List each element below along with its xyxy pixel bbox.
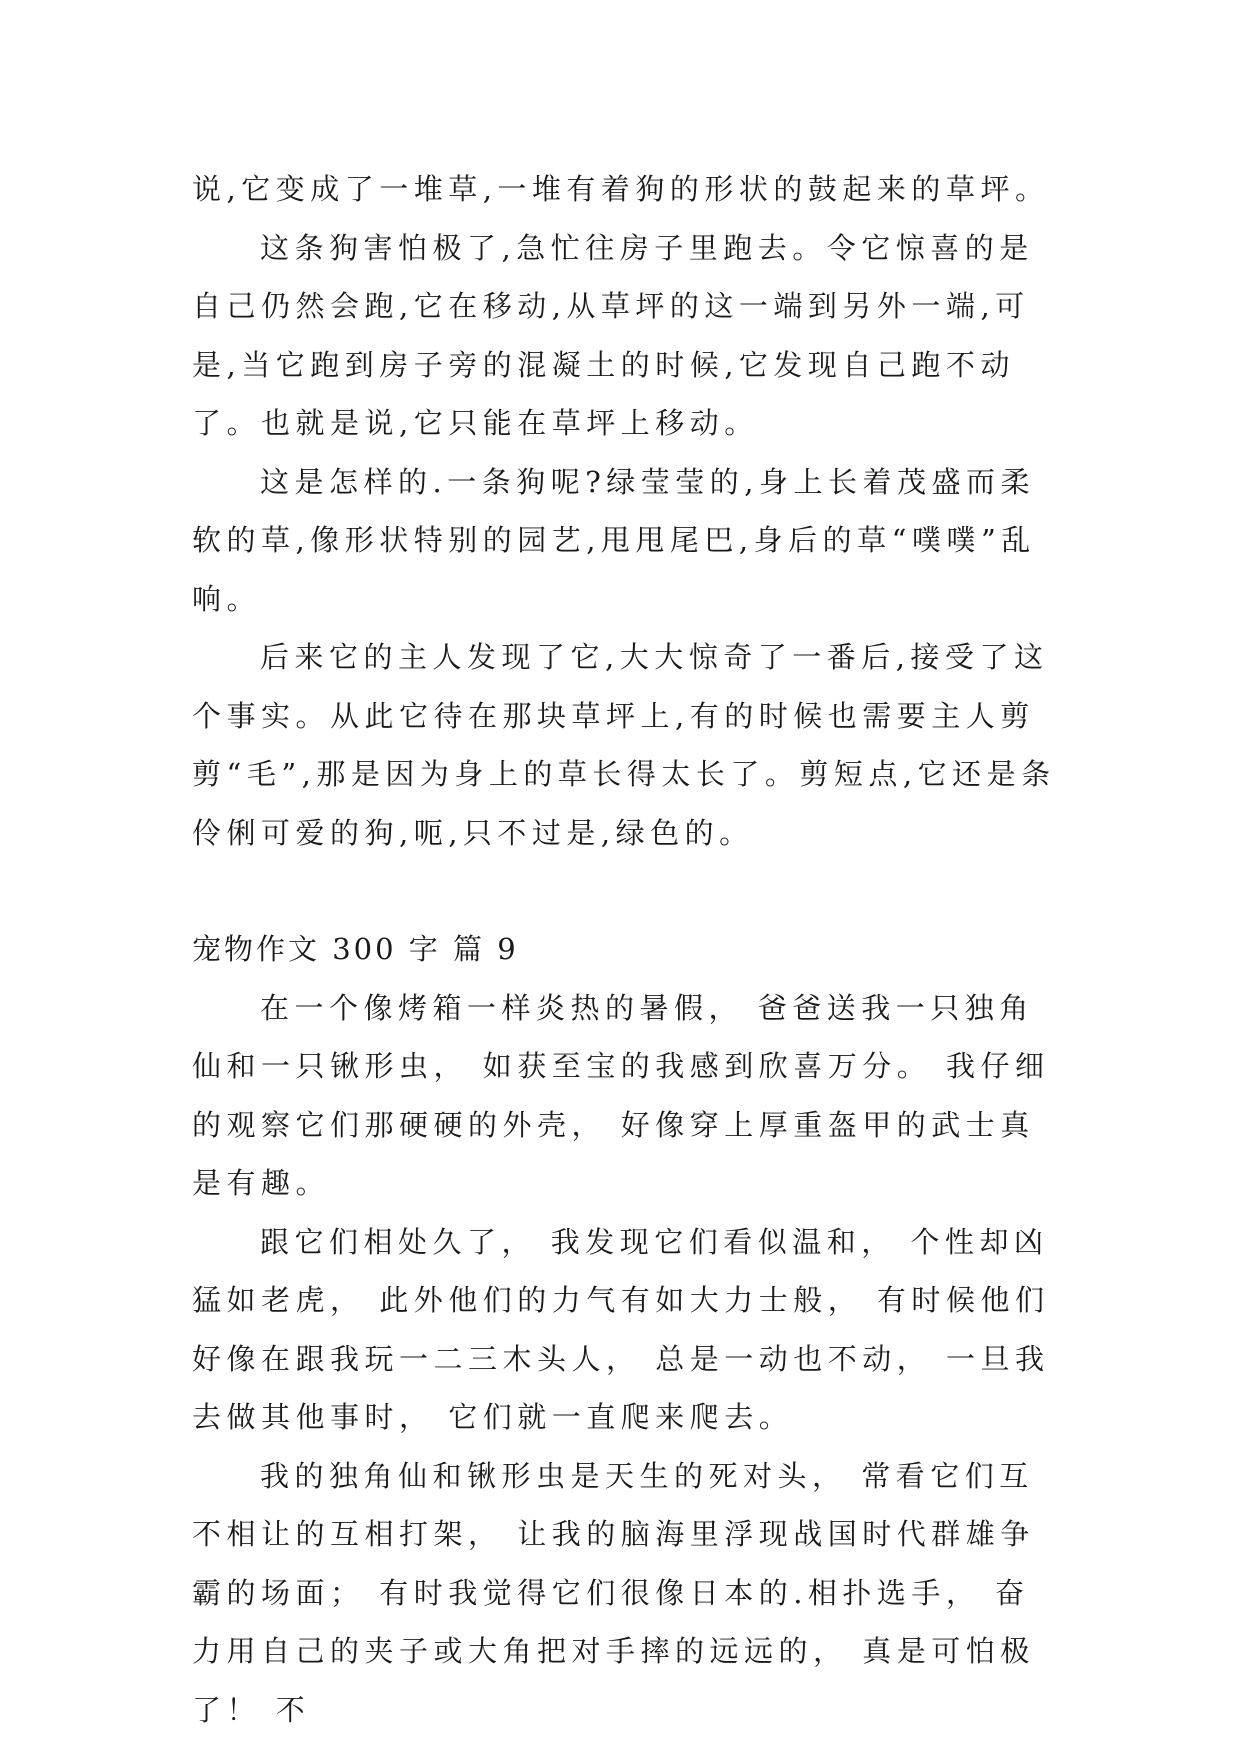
document-page: [192, 160, 1056, 1739]
paragraph-continued: 说,它变成了一堆草,一堆有着狗的形状的鼓起来的草坪。: [192, 172, 1050, 206]
paragraph: 这是怎样的.一条狗呢?绿莹莹的,身上长着茂盛而柔软的草,像形状特别的园艺,甩甩尾巴,身后的草“噗噗”乱响。: [192, 464, 1036, 616]
paragraph: 在一个像烤箱一样炎热的暑假， 爸爸送我一只独角仙和一只锹形虫， 如获至宝的我感到欣喜万分。 我仔细的观察它们那硬硬的外壳， 好像穿上厚重盔甲的武士真是有趣。: [192, 990, 1050, 1200]
section-heading: 宠物作文 300 字 篇 9: [192, 932, 519, 966]
paragraph: 跟它们相处久了， 我发现它们看似温和， 个性却凶猛如老虎， 此外他们的力气有如大力士般， 有时候他们好像在跟我玩一二三木头人， 总是一动也不动， 一旦我去做其他事时， 它们就一直爬来爬去。: [192, 1224, 1050, 1434]
paragraph: 后来它的主人发现了它,大大惊奇了一番后,接受了这个事实。从此它待在那块草坪上,有的时候也需要主人剪剪“毛”,那是因为身上的草长得太长了。剪短点,它还是条伶俐可爱的狗,呃,只不过是,绿色的。: [192, 640, 1056, 850]
paragraph: 这条狗害怕极了,急忙往房子里跑去。令它惊喜的是自己仍然会跑,它在移动,从草坪的这一端到另外一端,可是,当它跑到房子旁的混凝土的时候,它发现自己跑不动了。也就是说,它只能在草坪上移动。: [192, 230, 1034, 440]
paragraph: 我的独角仙和锹形虫是天生的死对头， 常看它们互不相让的互相打架， 让我的脑海里浮现战国时代群雄争霸的场面； 有时我觉得它们很像日本的.相扑选手， 奋力用自己的夹子或大角把对手摔的远远的， 真是可怕极了！ 不: [192, 1458, 1035, 1727]
